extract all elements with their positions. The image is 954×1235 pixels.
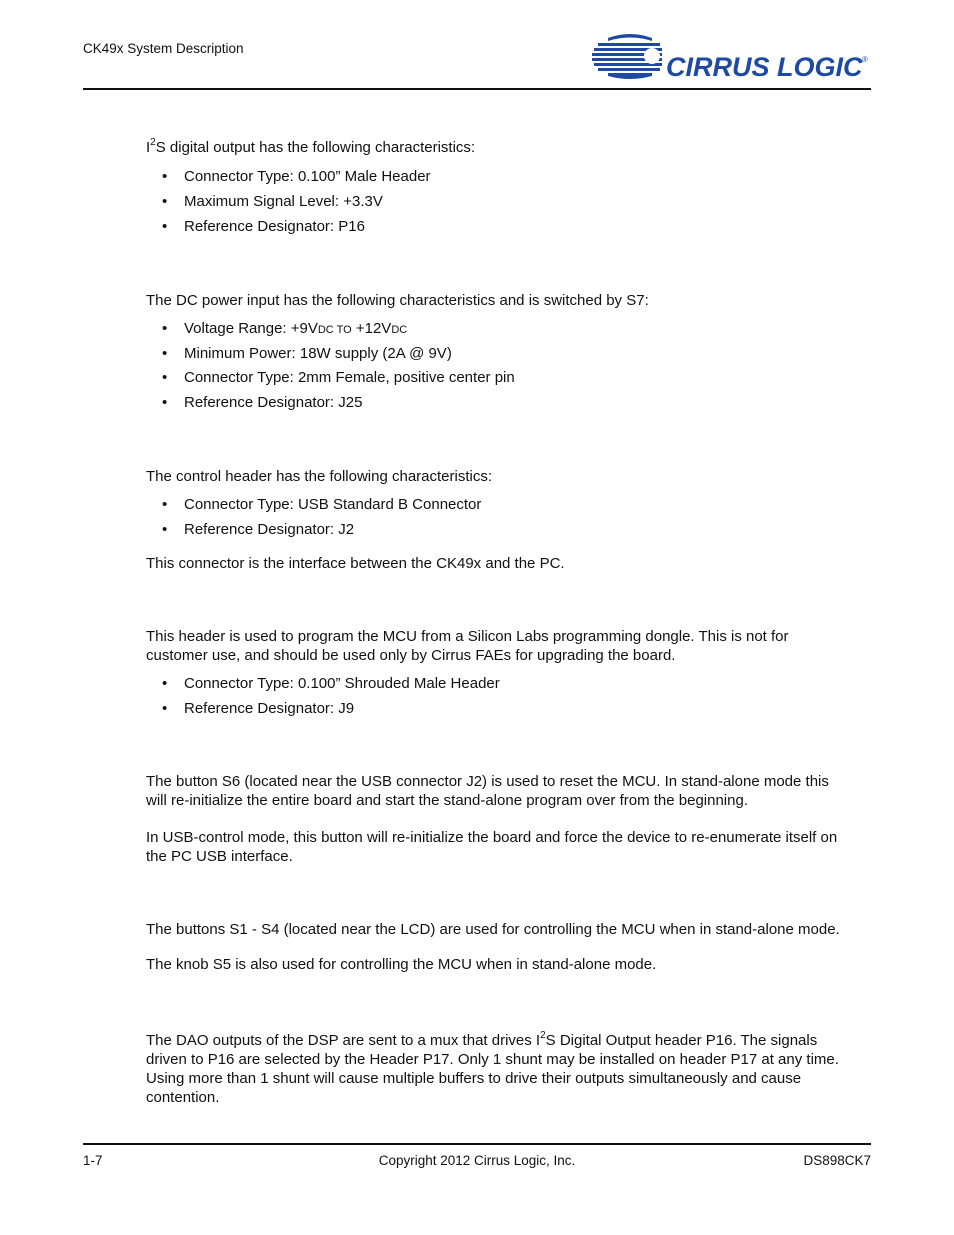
control-header-note: This connector is the interface between the CK49x and the PC. [146, 555, 565, 572]
reset-paragraph-line: The button S6 (located near the USB connector J2) is used to reset the MCU. In stand-alone mode this [146, 773, 829, 790]
reset-paragraph-line: In USB-control mode, this button will re-initialize the board and force the device to re-enumerate itself on [146, 829, 838, 846]
page-number: 1-7 [83, 1153, 103, 1168]
registered-mark: ® [862, 55, 868, 64]
copyright-notice: Copyright 2012 Cirrus Logic, Inc. [378, 1153, 576, 1168]
program-header-line: This header is used to program the MCU from a Silicon Labs programming dongle. This is not for [146, 628, 789, 645]
dao-paragraph-line: Using more than 1 shunt will cause multiple buffers to drive their outputs simultaneously and cause [146, 1070, 802, 1087]
dao-paragraph-line: The DAO outputs of the DSP are sent to a mux that drives $I^2S$ Digital Output header P16. The signals [146, 1030, 818, 1049]
control-header-intro: The control header has the following characteristics: [146, 468, 493, 485]
cirrus-logic-logo [590, 32, 872, 84]
dao-paragraph-line: driven to P16 are selected by the Header P17. Only 1 shunt may be installed on header P17 at any time. [146, 1051, 839, 1068]
reset-paragraph-line: the PC USB interface. [146, 848, 293, 865]
i2s-intro: $I^2S$ digital output has the following characteristics: [146, 137, 476, 156]
document-id: DS898CK7 [803, 1153, 871, 1168]
logo-wordmark: CIRRUS LOGIC [666, 52, 863, 82]
dao-paragraph-line: contention. [146, 1089, 220, 1106]
knob-paragraph: The knob S5 is also used for controlling the MCU when in stand-alone mode. [146, 956, 657, 973]
running-header-title: CK49x System Description [83, 41, 244, 56]
program-header-line: customer use, and should be used only by Cirrus FAEs for upgrading the board. [146, 647, 676, 664]
buttons-paragraph: The buttons S1 - S4 (located near the LCD) are used for controlling the MCU when in stand-alone mode. [146, 921, 840, 938]
header-rule [83, 88, 871, 90]
footer-rule [83, 1143, 871, 1145]
reset-paragraph-line: will re-initialize the entire board and start the stand-alone program over from the beginning. [146, 792, 748, 809]
dc-power-intro: The DC power input has the following characteristics and is switched by S7: [146, 292, 649, 309]
